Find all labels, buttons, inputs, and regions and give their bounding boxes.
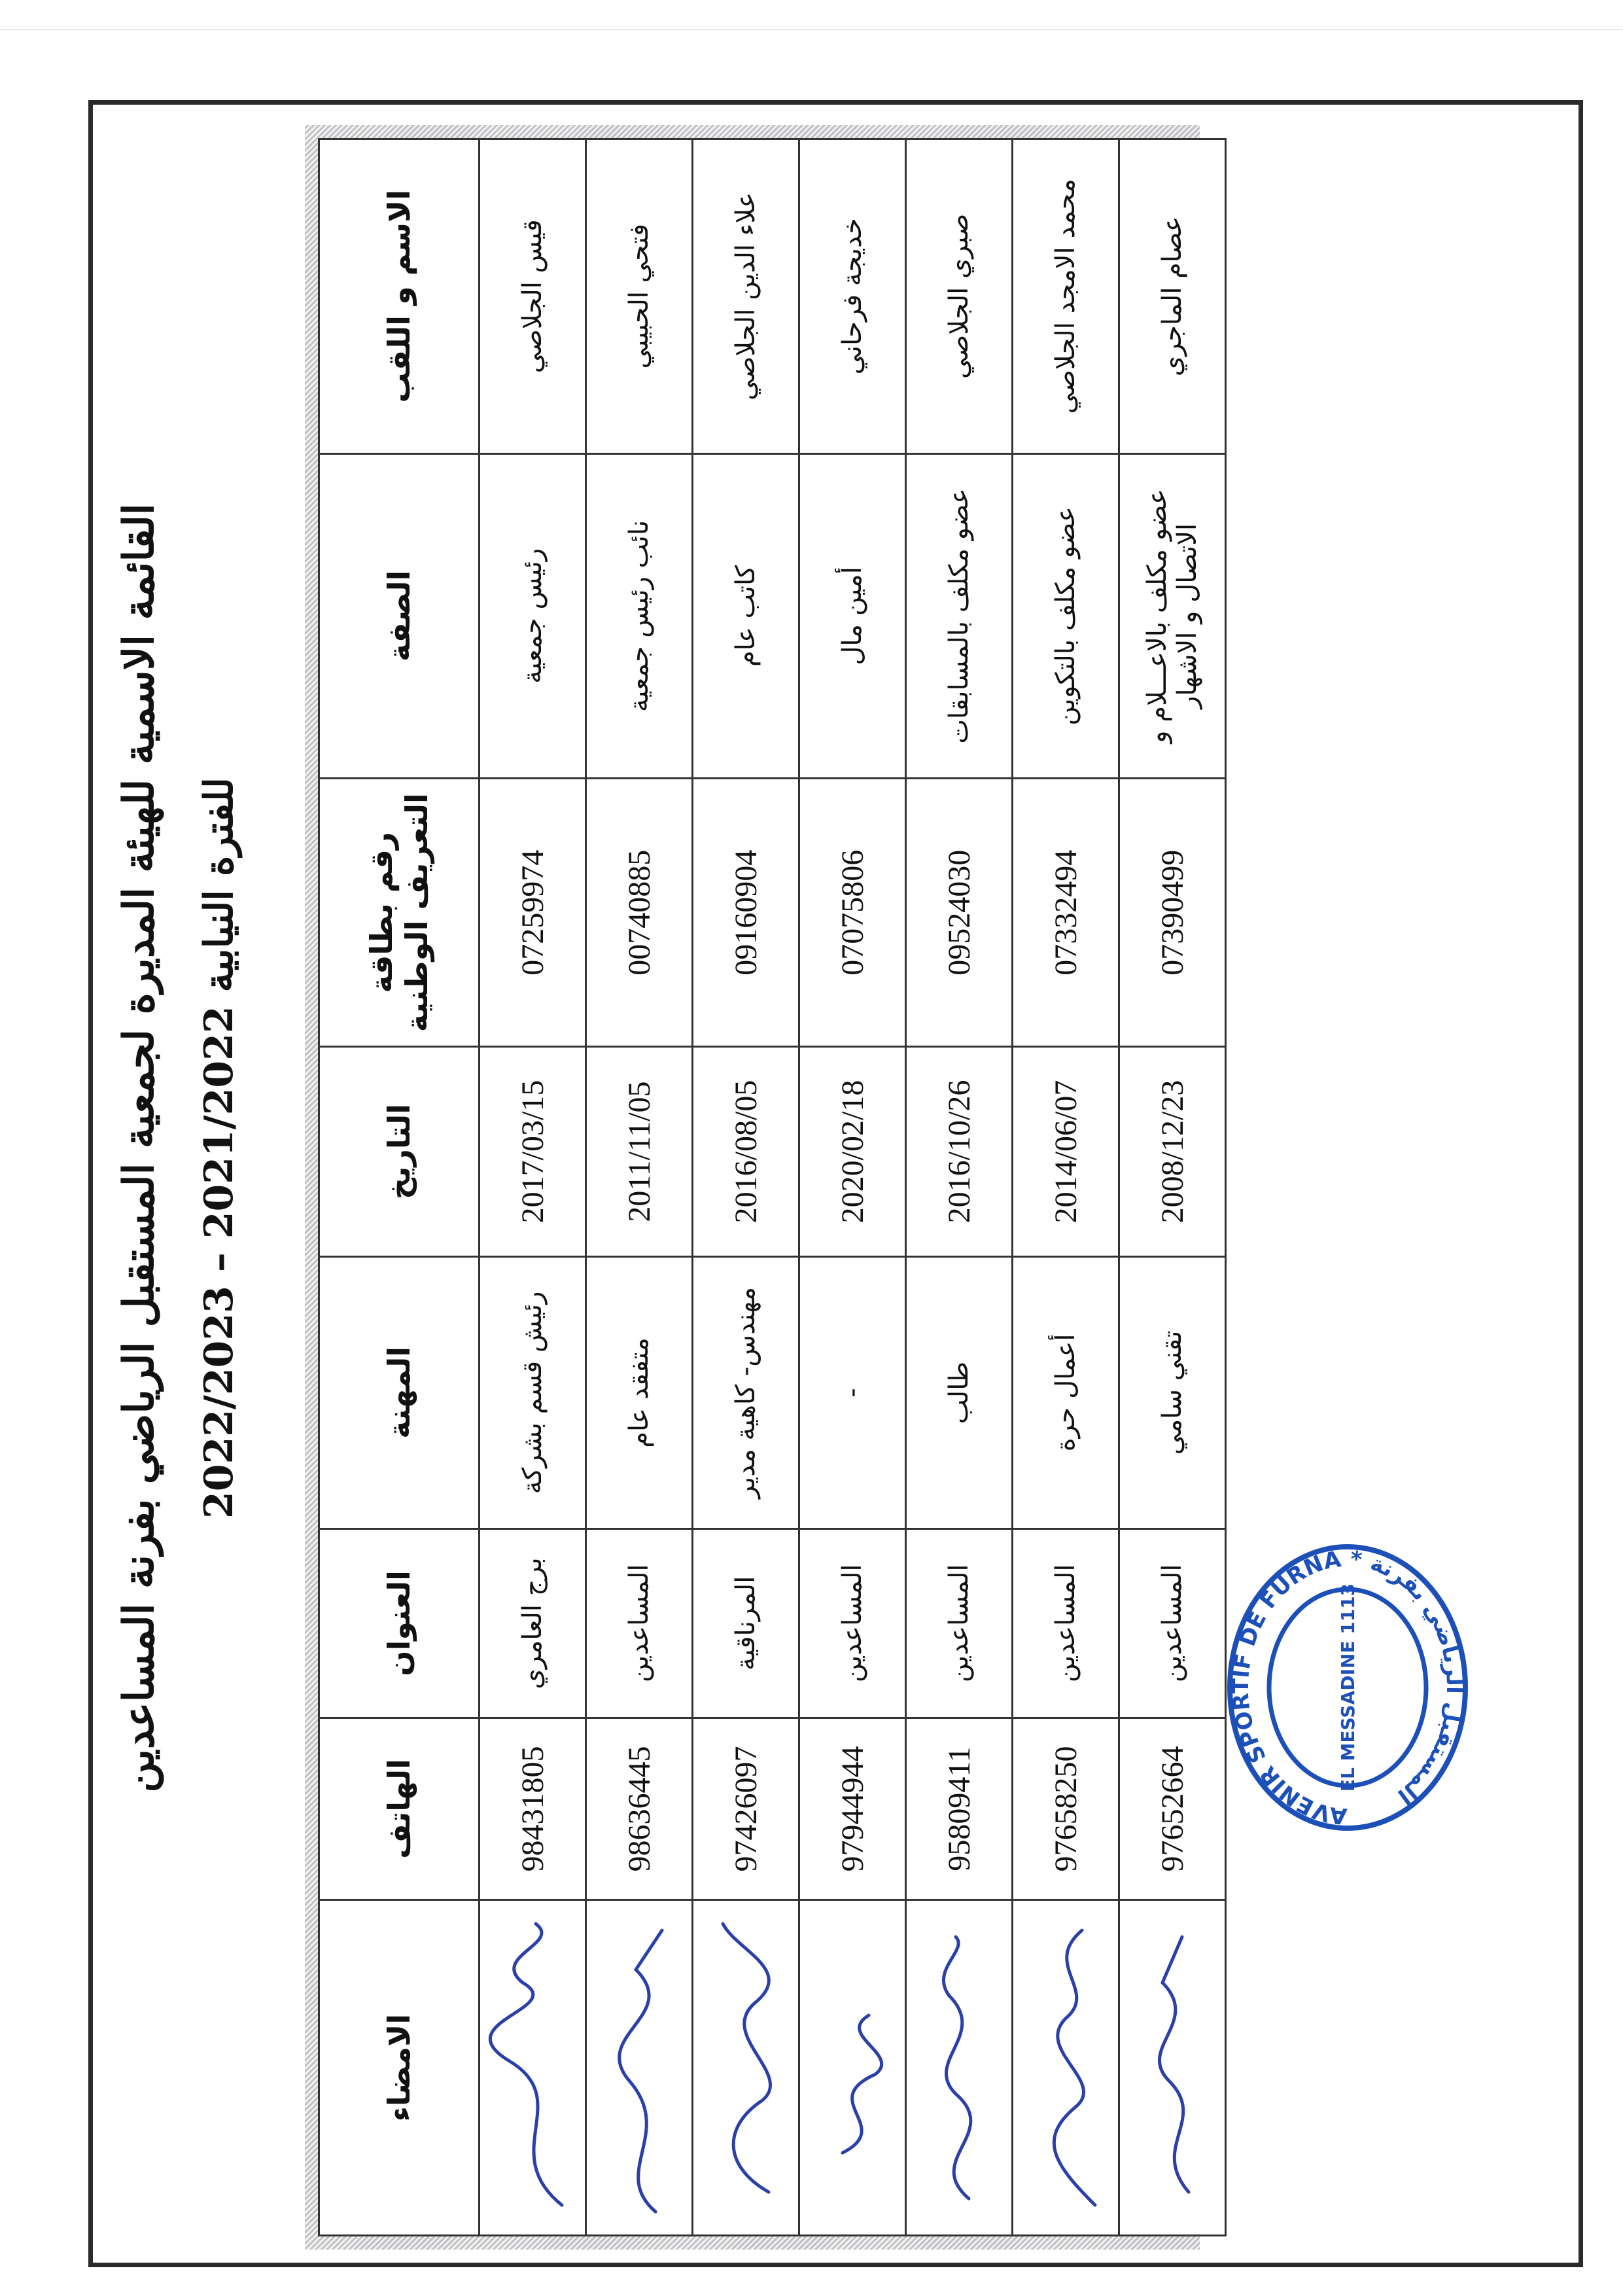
cell-occupation: متفقد عام bbox=[586, 1256, 693, 1529]
cell-occupation: طالب bbox=[906, 1256, 1013, 1529]
handwritten-signature bbox=[910, 1901, 1008, 2234]
cell-phone: 98431805 bbox=[480, 1718, 586, 1900]
document-title: القائمة الاسمية للهيئة المديرة لجمعية المستقبل الرياضي بفرنة المساعدين bbox=[114, 503, 164, 1793]
cell-address: المساعدين bbox=[1119, 1529, 1226, 1718]
association-stamp bbox=[1217, 1537, 1478, 1838]
cell-address: المرناقية bbox=[693, 1529, 799, 1718]
cell-date: 2016/10/26 bbox=[906, 1047, 1013, 1256]
cell-name: عصام الماجري bbox=[1119, 139, 1226, 454]
header-signature: الامضاء bbox=[319, 1900, 480, 2236]
handwritten-signature bbox=[803, 1901, 901, 2234]
handwritten-signature bbox=[483, 1901, 582, 2234]
handwritten-signature bbox=[697, 1901, 795, 2234]
table-row bbox=[799, 139, 906, 2236]
cell-role: عضو مكلف بالمسابقات bbox=[906, 453, 1013, 779]
cell-id-card: 09160904 bbox=[693, 779, 799, 1047]
cell-phone: 98636445 bbox=[586, 1718, 693, 1900]
header-phone: الهاتف bbox=[319, 1718, 480, 1900]
header-date: التاريخ bbox=[319, 1047, 480, 1256]
cell-role: عضو مكلف بالتكوين bbox=[1013, 453, 1119, 779]
cell-role: عضو مكلف بالاعـــلام و الاتصال و الاشهار bbox=[1119, 453, 1226, 779]
cell-address: المساعدين bbox=[906, 1529, 1013, 1718]
handwritten-signature bbox=[1017, 1901, 1115, 2234]
members-table bbox=[318, 138, 1227, 2236]
cell-occupation: مهندس- كاهية مدير bbox=[693, 1256, 799, 1529]
cell-role: رئيس جمعية bbox=[480, 453, 586, 779]
cell-name: خديجة فرحاني bbox=[799, 139, 906, 454]
cell-name: علاء الدين الجلاصي bbox=[693, 139, 799, 454]
cell-id-card: 07332494 bbox=[1013, 779, 1119, 1047]
cell-name: فتحي الحبيبي bbox=[586, 139, 693, 454]
cell-id-card: 07075806 bbox=[799, 779, 906, 1047]
cell-address: برج العامري bbox=[480, 1529, 586, 1718]
cell-occupation: - bbox=[799, 1256, 906, 1529]
cell-date: 2014/06/07 bbox=[1013, 1047, 1119, 1256]
cell-phone: 97652664 bbox=[1119, 1718, 1226, 1900]
cell-address: المساعدين bbox=[586, 1529, 693, 1718]
cell-address: المساعدين bbox=[799, 1529, 906, 1718]
table-row bbox=[480, 139, 586, 2236]
cell-date: 2016/08/05 bbox=[693, 1047, 799, 1256]
cell-signature bbox=[480, 1900, 586, 2236]
cell-name: محمد الامجد الجلاصي bbox=[1013, 139, 1119, 454]
cell-occupation: أعمال حرة bbox=[1013, 1256, 1119, 1529]
table-row bbox=[586, 139, 693, 2236]
cell-occupation: تقني سامي bbox=[1119, 1256, 1226, 1529]
header-row bbox=[319, 139, 480, 2236]
cell-name: صبري الجلاصي bbox=[906, 139, 1013, 454]
cell-id-card: 00740885 bbox=[586, 779, 693, 1047]
document-period: للفترة النيابية 2021/2022 – 2022/2023 bbox=[196, 777, 242, 1519]
cell-occupation: رئيش قسم بشركة bbox=[480, 1256, 586, 1529]
table-row bbox=[1119, 139, 1226, 2236]
cell-address: المساعدين bbox=[1013, 1529, 1119, 1718]
cell-signature bbox=[1119, 1900, 1226, 2236]
header-role: الصفة bbox=[319, 453, 480, 779]
cell-date: 2017/03/15 bbox=[480, 1047, 586, 1256]
header-id-card: رقم بطاقة التعريف الوطنية bbox=[319, 779, 480, 1047]
handwritten-signature bbox=[1123, 1901, 1221, 2234]
cell-phone: 97426097 bbox=[693, 1718, 799, 1900]
cell-phone: 97944944 bbox=[799, 1718, 906, 1900]
cell-id-card: 07259974 bbox=[480, 779, 586, 1047]
cell-signature bbox=[693, 1900, 799, 2236]
header-address: العنوان bbox=[319, 1529, 480, 1718]
cell-id-card: 07390499 bbox=[1119, 779, 1226, 1047]
cell-name: قيس الجلاصي bbox=[480, 139, 586, 454]
cell-date: 2011/11/05 bbox=[586, 1047, 693, 1256]
cell-role: أمين مال bbox=[799, 453, 906, 779]
cell-phone: 97658250 bbox=[1013, 1718, 1119, 1900]
table-row bbox=[906, 139, 1013, 2236]
cell-signature bbox=[906, 1900, 1013, 2236]
table-row bbox=[693, 139, 799, 2236]
header-name: الاسم و اللقب bbox=[319, 139, 480, 454]
cell-signature bbox=[1013, 1900, 1119, 2236]
members-table-border bbox=[305, 125, 1200, 2250]
cell-signature bbox=[799, 1900, 906, 2236]
stamp-outer-text: AVENIR SPORTIF DE FURNA * المستقبل الرياضي بفرنة bbox=[1227, 1545, 1468, 1829]
cell-date: 2008/12/23 bbox=[1119, 1047, 1226, 1256]
table-row bbox=[1013, 139, 1119, 2236]
cell-date: 2020/02/18 bbox=[799, 1047, 906, 1256]
header-occupation: المهنة bbox=[319, 1256, 480, 1529]
cell-phone: 95809411 bbox=[906, 1718, 1013, 1900]
handwritten-signature bbox=[590, 1901, 688, 2234]
cell-role: نائب رئيس جمعية bbox=[586, 453, 693, 779]
cell-role: كاتب عام bbox=[693, 453, 799, 779]
cell-signature bbox=[586, 1900, 693, 2236]
stamp-inner-text: EL MESSADINE 1113 bbox=[1337, 1583, 1359, 1792]
cell-id-card: 09524030 bbox=[906, 779, 1013, 1047]
